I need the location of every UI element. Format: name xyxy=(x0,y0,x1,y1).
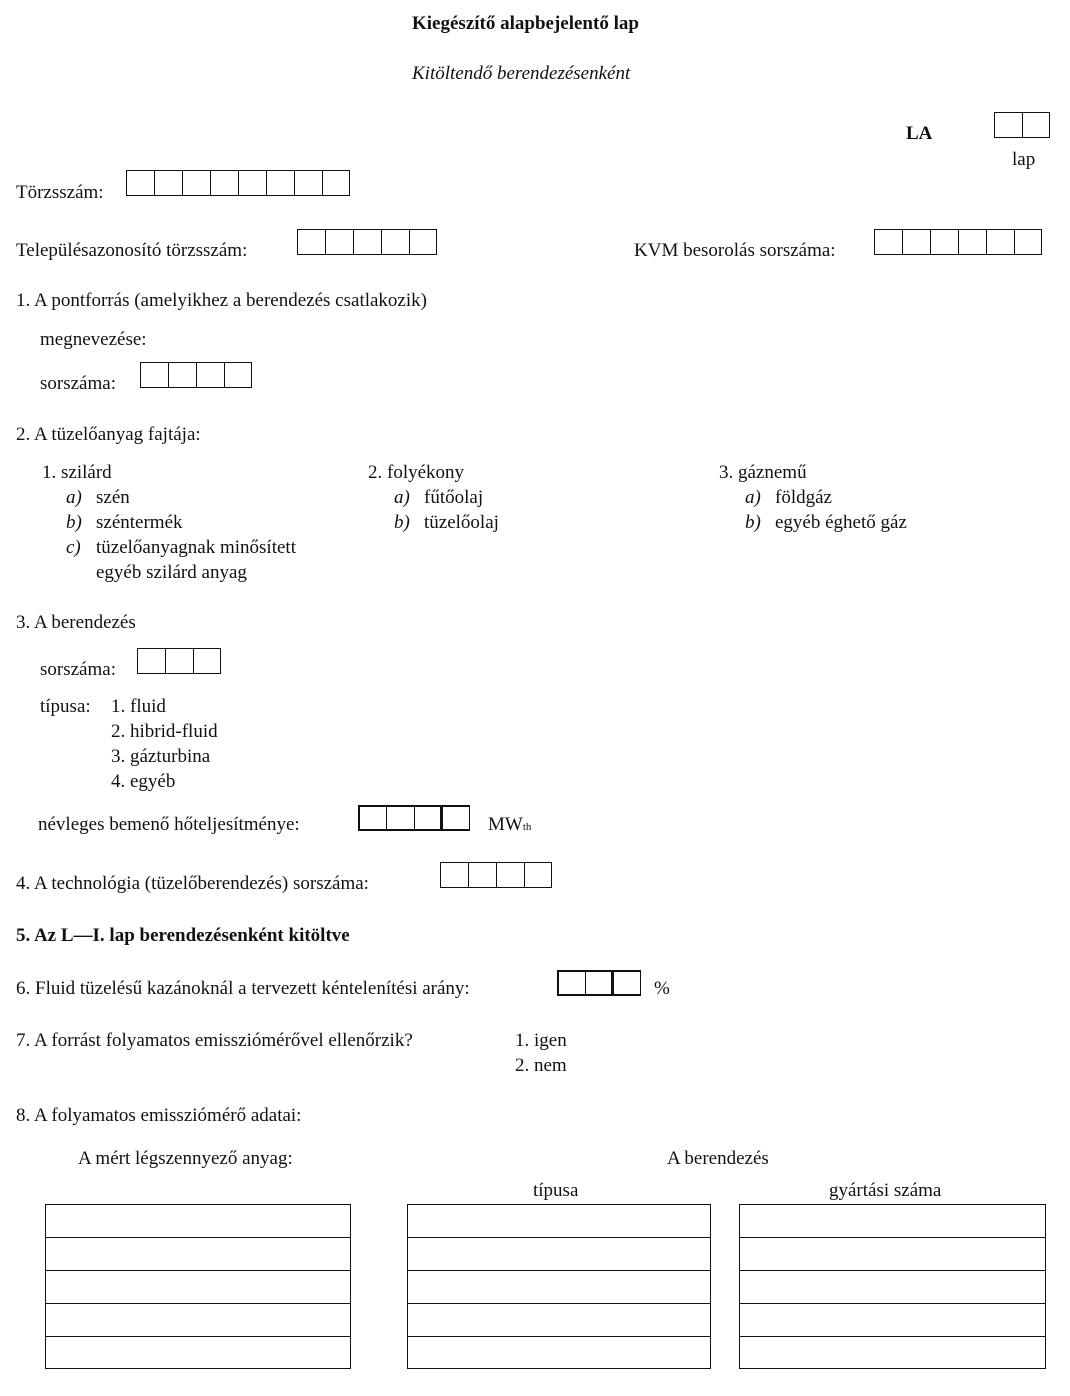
s2-col3-a-marker: a) xyxy=(745,487,761,508)
form-title: Kiegészítő alapbejelentő lap xyxy=(412,13,639,34)
s6-title: 6. Fluid tüzelésű kazánoknál a tervezett kéntelenítési arány: xyxy=(16,978,470,999)
table-row[interactable] xyxy=(46,1238,350,1271)
table-row[interactable] xyxy=(740,1205,1045,1238)
lap-number-boxes[interactable] xyxy=(994,112,1050,138)
s3-serial-boxes[interactable] xyxy=(137,648,221,674)
s4-boxes[interactable] xyxy=(440,862,552,888)
s5-title: 5. Az L—I. lap berendezésenként kitöltve xyxy=(16,925,350,946)
s3-type-3: 3. gázturbina xyxy=(111,746,211,767)
s2-col3-b-marker: b) xyxy=(745,512,761,533)
s3-type-label: típusa: xyxy=(40,696,91,717)
s2-col2-b: tüzelőolaj xyxy=(424,512,499,533)
s2-col2-a-marker: a) xyxy=(394,487,410,508)
s7-option-yes[interactable]: 1. igen xyxy=(515,1030,567,1051)
s3-serial-label: sorszáma: xyxy=(40,659,116,680)
s1-name-label: megnevezése: xyxy=(40,329,147,350)
s6-unit: % xyxy=(654,978,670,999)
s2-col1-b-marker: b) xyxy=(66,512,82,533)
s3-capacity-boxes[interactable] xyxy=(358,805,470,831)
s2-col1-a: szén xyxy=(96,487,130,508)
s8-col-type: típusa xyxy=(533,1180,579,1201)
s7-title: 7. A forrást folyamatos emissziómérővel ellenőrzik? xyxy=(16,1030,413,1051)
torzsszam-boxes[interactable] xyxy=(126,170,350,196)
s3-capacity-unit xyxy=(488,815,531,834)
s6-boxes[interactable] xyxy=(557,970,641,996)
s2-col1-c-line2: egyéb szilárd anyag xyxy=(96,562,247,583)
table-row[interactable] xyxy=(46,1205,350,1238)
s3-type-4: 4. egyéb xyxy=(111,771,176,792)
s2-col3-head: 3. gáznemű xyxy=(719,462,807,483)
table-row[interactable] xyxy=(408,1304,710,1337)
s3-type-1: 1. fluid xyxy=(111,696,166,717)
s2-col2-head: 2. folyékony xyxy=(368,462,465,483)
telepules-label: Településazonosító törzsszám: xyxy=(16,240,248,261)
s3-type-2: 2. hibrid-fluid xyxy=(111,721,218,742)
s3-title: 3. A berendezés xyxy=(16,612,136,633)
s8-type-table[interactable] xyxy=(407,1204,711,1369)
table-row[interactable] xyxy=(408,1337,710,1370)
s7-option-no[interactable]: 2. nem xyxy=(515,1055,567,1076)
table-row[interactable] xyxy=(740,1304,1045,1337)
table-row[interactable] xyxy=(46,1337,350,1370)
s2-col2-a: fűtőolaj xyxy=(424,487,484,508)
table-row[interactable] xyxy=(408,1271,710,1304)
lap-label: lap xyxy=(1012,149,1036,170)
s4-title: 4. A technológia (tüzelőberendezés) sorszáma: xyxy=(16,873,369,894)
kvm-label: KVM besorolás sorszáma: xyxy=(634,240,836,261)
s2-col1-a-marker: a) xyxy=(66,487,82,508)
s2-col2-b-marker: b) xyxy=(394,512,410,533)
s2-col1-head: 1. szilárd xyxy=(42,462,112,483)
la-label: LA xyxy=(906,123,933,144)
s2-col3-b: egyéb éghető gáz xyxy=(775,512,907,533)
torzsszam-label: Törzsszám: xyxy=(16,182,104,203)
s8-col-pollutant: A mért légszennyező anyag: xyxy=(78,1148,293,1169)
s2-col1-c-line1: tüzelőanyagnak minősített xyxy=(96,537,296,558)
telepules-boxes[interactable] xyxy=(297,229,437,255)
s2-col3-a: földgáz xyxy=(775,487,832,508)
s2-title: 2. A tüzelőanyag fajtája: xyxy=(16,424,201,445)
table-row[interactable] xyxy=(46,1271,350,1304)
table-row[interactable] xyxy=(740,1271,1045,1304)
table-row[interactable] xyxy=(408,1205,710,1238)
s3-unit-sub: th xyxy=(522,821,532,833)
s3-unit-main: MW xyxy=(488,814,523,835)
kvm-boxes[interactable] xyxy=(874,229,1042,255)
s2-col1-c-marker: c) xyxy=(66,537,81,558)
s1-serial-label: sorszáma: xyxy=(40,373,116,394)
s8-col-serial: gyártási száma xyxy=(829,1180,942,1201)
table-row[interactable] xyxy=(46,1304,350,1337)
table-row[interactable] xyxy=(740,1337,1045,1370)
s2-col1-b: széntermék xyxy=(96,512,183,533)
s1-title: 1. A pontforrás (amelyikhez a berendezés csatlakozik) xyxy=(16,290,427,311)
s3-capacity-label: névleges bemenő hőteljesítménye: xyxy=(38,814,300,835)
s8-title: 8. A folyamatos emissziómérő adatai: xyxy=(16,1105,302,1126)
form-subtitle: Kitöltendő berendezésenként xyxy=(412,63,631,84)
s8-pollutant-table[interactable] xyxy=(45,1204,351,1369)
s1-serial-boxes[interactable] xyxy=(140,362,252,388)
s8-col-device: A berendezés xyxy=(667,1148,769,1169)
s8-serial-table[interactable] xyxy=(739,1204,1046,1369)
table-row[interactable] xyxy=(408,1238,710,1271)
table-row[interactable] xyxy=(740,1238,1045,1271)
